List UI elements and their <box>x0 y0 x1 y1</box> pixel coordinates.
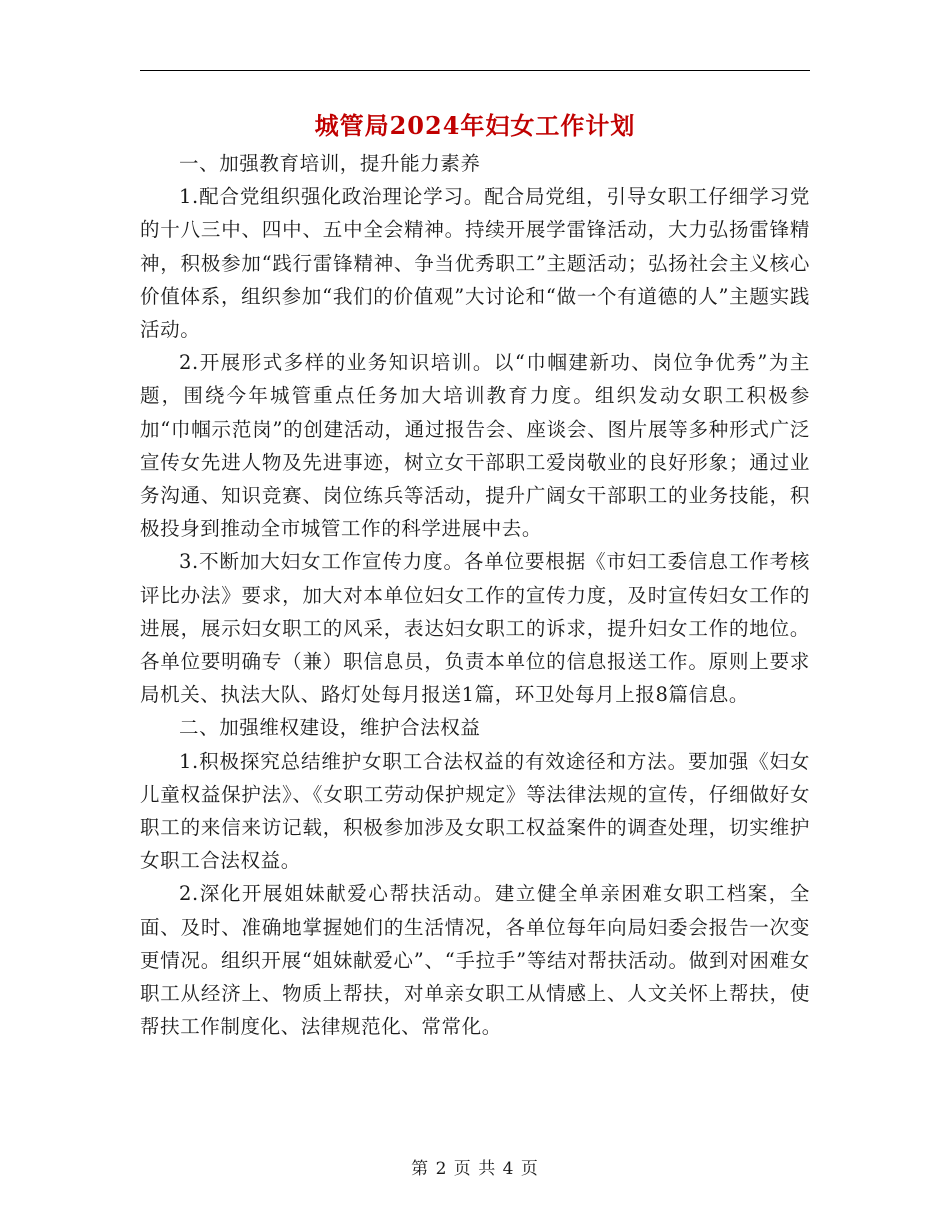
page-number: 第 2 页 共 4 页 <box>411 1159 539 1179</box>
body-paragraph: 3.不断加大妇女工作宣传力度。各单位要根据《市妇工委信息工作考核评比办法》要求，加大对本单位妇女工作的宣传力度，及时宣传妇女工作的进展，展示妇女职工的风采，表达妇女职工的诉求，提升妇女工作的地位。各单位要明确专（兼）职信息员，负责本单位的信息报送工作。原则上要求局机关、执法大队、路灯处每月报送1篇，环卫处每月上报8篇信息。 <box>140 550 810 707</box>
header-rule <box>140 70 810 71</box>
section-heading: 一、加强教育培训，提升能力素养 <box>179 152 481 175</box>
section-heading: 二、加强维权建设，维护合法权益 <box>179 716 481 740</box>
body-paragraph: 1.配合党组织强化政治理论学习。配合局党组，引导女职工仔细学习党的十八三中、四中、五中全会精神。持续开展学雷锋活动，大力弘扬雷锋精神，积极参加“践行雷锋精神、争当优秀职工”主题活动；弘扬社会主义核心价值体系，组织参加“我们的价值观”大讨论和“做一个有道德的人”主题实践活动。 <box>140 185 810 342</box>
body-paragraph: 1.积极探究总结维护女职工合法权益的有效途径和方法。要加强《妇女儿童权益保护法》、《女职工劳动保护规定》等法律法规的宣传，仔细做好女职工的来信来访记载，积极参加涉及女职工权益案件的调查处理，切实维护女职工合法权益。 <box>140 749 810 873</box>
body-paragraph: 2.开展形式多样的业务知识培训。以“巾帼建新功、岗位争优秀”为主题，围绕今年城管重点任务加大培训教育力度。组织发动女职工积极参加“巾帼示范岗”的创建活动，通过报告会、座谈会、图片展等多种形式广泛宣传女先进人物及先进事迹，树立女干部职工爱岗敬业的良好形象；通过业务沟通、知识竞赛、岗位练兵等活动，提升广阔女干部职工的业务技能，积极投身到推动全市城管工作的科学进展中去。 <box>140 351 810 541</box>
document-body <box>140 147 810 1043</box>
body-paragraph: 2.深化开展姐妹献爱心帮扶活动。建立健全单亲困难女职工档案，全面、及时、准确地掌握她们的生活情况，各单位每年向局妇委会报告一次变更情况。组织开展“姐妹献爱心”、“手拉手”等结对帮扶活动。做到对困难女职工从经济上、物质上帮扶，对单亲女职工从情感上、人文关怀上帮扶，使帮扶工作制度化、法律规范化、常常化。 <box>140 882 810 1039</box>
document-title: 城管局2024年妇女工作计划 <box>314 111 636 140</box>
